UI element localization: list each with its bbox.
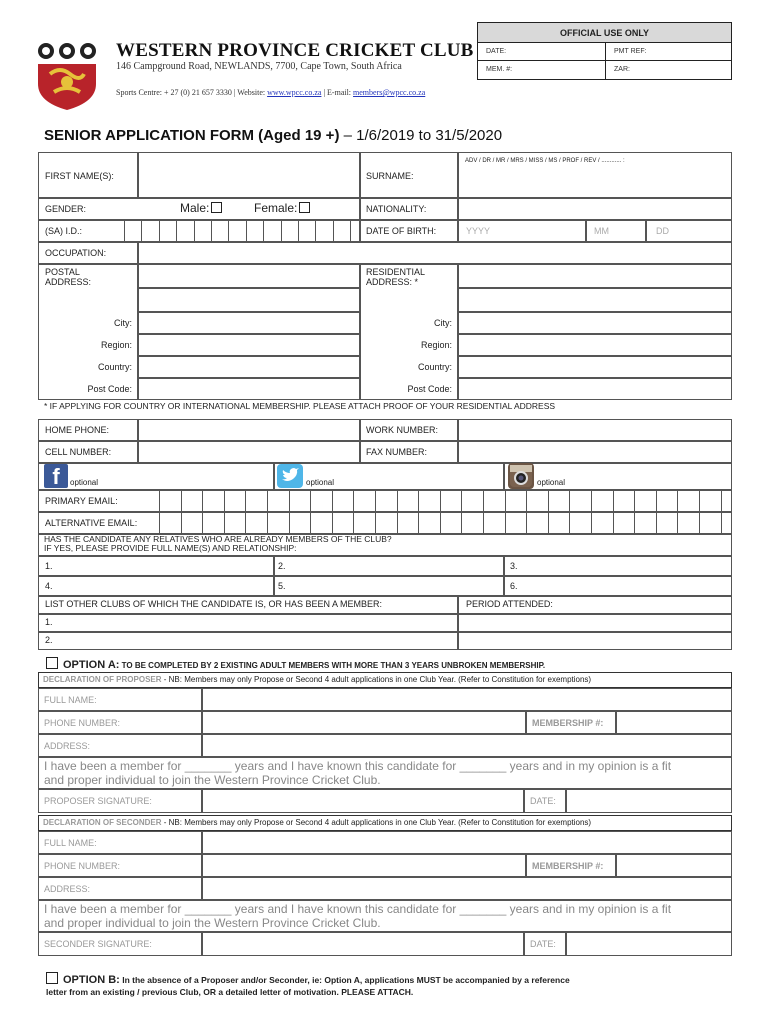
option-a-heading [46, 657, 545, 671]
relative-1-input[interactable] [38, 556, 274, 576]
proposer-signature-input[interactable] [202, 789, 524, 813]
option-b-label: OPTION B: [63, 974, 120, 986]
proposer-membership-label: MEMBERSHIP #: [532, 718, 604, 728]
office-pmt-ref-field[interactable]: PMT REF: [614, 48, 647, 55]
relatives-question-line-1: HAS THE CANDIDATE ANY RELATIVES WHO ARE ALREADY MEMBERS OF THE CLUB? [44, 534, 392, 544]
primary-email-char-box[interactable] [375, 490, 398, 512]
alt-email-char-box[interactable] [353, 512, 376, 534]
option-b-heading [46, 972, 570, 986]
postal-country-label: Country: [97, 362, 132, 372]
form-title [44, 127, 502, 144]
relative-4-input[interactable] [38, 576, 274, 596]
alt-email-char-box[interactable] [505, 512, 528, 534]
residential-country-input[interactable] [458, 356, 732, 378]
seconder-date-label: DATE: [530, 939, 556, 949]
proposer-date-input[interactable] [566, 789, 732, 813]
relative-6-number: 6. [510, 581, 518, 591]
proposer-name-label: FULL NAME: [44, 695, 97, 705]
alt-email-char-box[interactable] [634, 512, 657, 534]
gender-label: GENDER: [45, 204, 87, 214]
alt-email-char-box[interactable] [375, 512, 398, 534]
relative-1-number: 1. [45, 561, 53, 571]
alt-email-char-box[interactable] [569, 512, 592, 534]
option-b-text-line-1: In the absence of a Proposer and/or Seconder, ie: Option A, applications MUST be accompanied by a reference [119, 975, 570, 985]
postal-line-1[interactable] [138, 264, 360, 288]
primary-email-char-box[interactable] [569, 490, 592, 512]
twitter-optional: optional [306, 478, 335, 487]
other-clubs-label: LIST OTHER CLUBS OF WHICH THE CANDIDATE IS, OR HAS BEEN A MEMBER: [45, 599, 383, 609]
proposer-membership-input[interactable] [616, 711, 732, 734]
id-digit-box[interactable] [194, 220, 212, 242]
email-label: | E-mail: [321, 88, 354, 97]
club-1-period-input[interactable] [458, 614, 732, 632]
primary-email-char-box[interactable] [505, 490, 528, 512]
proposer-signature-label: PROPOSER SIGNATURE: [44, 796, 152, 806]
seconder-address-input[interactable] [202, 877, 732, 900]
club-2-period-input[interactable] [458, 632, 732, 650]
home-phone-input[interactable] [138, 419, 360, 441]
relative-3-number: 3. [510, 561, 518, 571]
postal-line-2[interactable] [138, 288, 360, 312]
primary-email-char-box[interactable] [613, 490, 636, 512]
email-link[interactable]: members@wpcc.co.za [353, 88, 426, 97]
dob-label: DATE OF BIRTH: [366, 226, 437, 236]
proposer-declaration-note: - NB: Members may only Propose or Second 4 adult applications in one Club Year. (Refer to Constitution for exemptions) [161, 675, 592, 684]
residential-city-label: City: [434, 318, 452, 328]
primary-email-char-box[interactable] [332, 490, 355, 512]
surname-label: SURNAME: [366, 171, 414, 181]
id-digit-box[interactable] [141, 220, 159, 242]
primary-email-char-box[interactable] [699, 490, 722, 512]
work-number-input[interactable] [458, 419, 732, 441]
residential-country-label: Country: [417, 362, 452, 372]
option-a-checkbox[interactable] [46, 657, 58, 669]
alt-email-char-box[interactable] [461, 512, 484, 534]
relative-2-number: 2. [278, 561, 286, 571]
alt-email-char-box[interactable] [397, 512, 420, 534]
website-link[interactable]: www.wpcc.co.za [267, 88, 322, 97]
club-1-input[interactable] [38, 614, 458, 632]
official-use-title: OFFICIAL USE ONLY [478, 23, 731, 43]
id-digit-box[interactable] [159, 220, 177, 242]
primary-email-char-box[interactable] [461, 490, 484, 512]
alt-email-char-box[interactable] [202, 512, 225, 534]
alt-email-char-box[interactable] [591, 512, 614, 534]
seconder-date-input[interactable] [566, 932, 732, 956]
primary-email-char-box[interactable] [353, 490, 376, 512]
residential-region-input[interactable] [458, 334, 732, 356]
option-b-text-line-2: letter from an existing / previous Club, OR a detailed letter of motivation. PLEASE ATTACH. [46, 987, 414, 997]
proposer-statement-line-2: and proper individual to join the Western Province Cricket Club. [44, 773, 381, 787]
female-checkbox[interactable] [299, 202, 310, 213]
postal-address-label: POSTAL ADDRESS: [45, 267, 92, 288]
primary-email-char-box[interactable] [245, 490, 268, 512]
seconder-statement [44, 902, 671, 930]
relative-2-input[interactable] [274, 556, 504, 576]
first-name-input[interactable] [138, 152, 360, 198]
female-label: Female: [254, 201, 298, 215]
seconder-membership-label: MEMBERSHIP #: [532, 861, 604, 871]
id-digit-box[interactable] [246, 220, 264, 242]
alt-email-char-box[interactable] [159, 512, 182, 534]
relative-3-input[interactable] [504, 556, 732, 576]
postal-region-label: Region: [100, 340, 132, 350]
relative-6-input[interactable] [504, 576, 732, 596]
primary-email-char-box[interactable] [548, 490, 571, 512]
proposer-address-input[interactable] [202, 734, 732, 757]
primary-email-char-box[interactable] [418, 490, 441, 512]
alt-email-char-box[interactable] [613, 512, 636, 534]
phone-website-label: Sports Centre: + 27 (0) 21 657 3330 | Website: [116, 88, 268, 97]
instagram-optional: optional [537, 478, 566, 487]
alt-email-char-box[interactable] [440, 512, 463, 534]
home-phone-label: HOME PHONE: [45, 425, 110, 435]
primary-email-char-box[interactable] [440, 490, 463, 512]
office-zar-field[interactable]: ZAR: [614, 66, 630, 73]
dob-month-placeholder: MM [594, 226, 609, 236]
title-options: ADV / DR / MR / MRS / MISS / MS / PROF / REV / ............ : [465, 158, 625, 164]
form-title-main: SENIOR APPLICATION FORM (Aged 19 +) [44, 127, 340, 144]
primary-email-char-box[interactable] [591, 490, 614, 512]
alt-email-char-box[interactable] [267, 512, 290, 534]
seconder-name-label: FULL NAME: [44, 838, 97, 848]
postal-city-label: City: [114, 318, 132, 328]
option-b-checkbox[interactable] [46, 972, 58, 984]
first-name-label: FIRST NAME(S): [45, 171, 114, 181]
relatives-question [44, 535, 392, 554]
twitter-icon [277, 464, 303, 488]
id-digit-box[interactable] [176, 220, 194, 242]
proposer-phone-input[interactable] [202, 711, 526, 734]
seconder-declaration-note: - NB: Members may only Propose or Second 4 adult applications in one Club Year. (Refer to Constitution for exemptions) [161, 818, 592, 827]
alt-email-char-box[interactable] [526, 512, 549, 534]
proposer-statement-line-1: I have been a member for _______ years and I have known this candidate for _______ years and in my opinion is a fit [44, 759, 672, 773]
proposer-declaration-bar [38, 672, 732, 688]
residential-city-input[interactable] [458, 312, 732, 334]
option-a-label: OPTION A: [63, 659, 120, 671]
male-label: Male: [180, 201, 210, 215]
occupation-label: OCCUPATION: [45, 248, 107, 258]
alt-email-char-box[interactable] [332, 512, 355, 534]
proposer-phone-label: PHONE NUMBER: [44, 718, 121, 728]
seconder-membership-input[interactable] [616, 854, 732, 877]
cell-number-label: CELL NUMBER: [45, 447, 112, 457]
club-name: WESTERN PROVINCE CRICKET CLUB [116, 40, 474, 61]
male-option[interactable] [180, 202, 222, 216]
residential-code-input[interactable] [458, 378, 732, 400]
relative-5-input[interactable] [274, 576, 504, 596]
id-digit-box[interactable] [211, 220, 229, 242]
nationality-input[interactable] [458, 198, 732, 220]
residential-line-2[interactable] [458, 288, 732, 312]
postal-code-input[interactable] [138, 378, 360, 400]
club-address: 146 Campground Road, NEWLANDS, 7700, Cape Town, South Africa [116, 61, 402, 72]
relatives-question-line-2: IF YES, PLEASE PROVIDE FULL NAME(S) AND RELATIONSHIP: [44, 543, 297, 554]
facebook-optional: optional [70, 478, 99, 487]
primary-email-char-box[interactable] [267, 490, 290, 512]
primary-email-char-box[interactable] [181, 490, 204, 512]
seconder-phone-input[interactable] [202, 854, 526, 877]
residential-line-1[interactable] [458, 264, 732, 288]
period-label: PERIOD ATTENDED: [466, 599, 553, 609]
instagram-icon [508, 463, 534, 489]
alt-email-char-box[interactable] [289, 512, 312, 534]
relative-5-number: 5. [278, 581, 286, 591]
male-checkbox[interactable] [211, 202, 222, 213]
proposer-declaration-title: DECLARATION OF PROPOSER [43, 675, 162, 684]
primary-email-label: PRIMARY EMAIL: [45, 496, 118, 506]
alt-email-char-box[interactable] [483, 512, 506, 534]
seconder-declaration-bar [38, 815, 732, 831]
alt-email-char-box[interactable] [310, 512, 333, 534]
proposer-address-label: ADDRESS: [44, 741, 91, 751]
postal-country-input[interactable] [138, 356, 360, 378]
id-digit-box[interactable] [298, 220, 316, 242]
primary-email-char-box[interactable] [526, 490, 549, 512]
id-digit-box[interactable] [281, 220, 299, 242]
fax-number-label: FAX NUMBER: [366, 447, 428, 457]
alt-email-char-box[interactable] [677, 512, 700, 534]
primary-email-char-box[interactable] [159, 490, 182, 512]
alt-email-char-box[interactable] [181, 512, 204, 534]
alt-email-char-box[interactable] [418, 512, 441, 534]
contact-line [116, 88, 425, 97]
alt-email-char-box[interactable] [656, 512, 679, 534]
proposer-statement [44, 759, 671, 787]
postal-city-input[interactable] [138, 312, 360, 334]
option-a-description: TO BE COMPLETED BY 2 EXISTING ADULT MEMBERS WITH MORE THAN 3 YEARS UNBROKEN MEMBERSHIP. [119, 661, 546, 670]
nationality-label: NATIONALITY: [366, 204, 427, 214]
seconder-declaration-title: DECLARATION OF SECONDER [43, 818, 162, 827]
id-label: (SA) I.D.: [45, 226, 83, 236]
club-1-number: 1. [45, 617, 53, 627]
international-note: * IF APPLYING FOR COUNTRY OR INTERNATIONAL MEMBERSHIP. PLEASE ATTACH PROOF OF YOUR RESIDENTIAL ADDRESS [44, 401, 556, 411]
seconder-phone-label: PHONE NUMBER: [44, 861, 121, 871]
dob-day-placeholder: DD [656, 226, 669, 236]
seconder-signature-input[interactable] [202, 932, 524, 956]
alt-email-char-box[interactable] [245, 512, 268, 534]
facebook-icon: f [44, 464, 68, 488]
club-2-input[interactable] [38, 632, 458, 650]
cell-number-input[interactable] [138, 441, 360, 463]
primary-email-char-box[interactable] [289, 490, 312, 512]
alt-email-char-box[interactable] [699, 512, 722, 534]
seconder-signature-label: SECONDER SIGNATURE: [44, 939, 152, 949]
primary-email-char-box[interactable] [656, 490, 679, 512]
fax-number-input[interactable] [458, 441, 732, 463]
seconder-statement-line-2: and proper individual to join the Western Province Cricket Club. [44, 916, 381, 930]
club-2-number: 2. [45, 635, 53, 645]
dob-year-placeholder: YYYY [466, 226, 491, 236]
postal-code-label: Post Code: [87, 384, 132, 394]
seconder-statement-line-1: I have been a member for _______ years and I have known this candidate for _______ years and in my opinion is a fit [44, 902, 672, 916]
postal-region-input[interactable] [138, 334, 360, 356]
alt-email-char-box[interactable] [224, 512, 247, 534]
primary-email-char-box[interactable] [634, 490, 657, 512]
id-digit-box[interactable] [315, 220, 333, 242]
primary-email-char-box[interactable] [397, 490, 420, 512]
proposer-date-label: DATE: [530, 796, 556, 806]
primary-email-char-box[interactable] [677, 490, 700, 512]
work-number-label: WORK NUMBER: [366, 425, 438, 435]
id-digit-box[interactable] [124, 220, 142, 242]
relative-4-number: 4. [45, 581, 53, 591]
seconder-address-label: ADDRESS: [44, 884, 91, 894]
female-option[interactable] [254, 202, 310, 216]
office-mem-field[interactable]: MEM. #: [478, 61, 606, 79]
residential-code-label: Post Code: [407, 384, 452, 394]
alt-email-char-box[interactable] [548, 512, 571, 534]
residential-address-label: RESIDENTIAL ADDRESS: * [366, 267, 426, 288]
residential-region-label: Region: [420, 340, 452, 350]
alt-email-label: ALTERNATIVE EMAIL: [45, 518, 138, 528]
occupation-input[interactable] [138, 242, 732, 264]
primary-email-char-box[interactable] [224, 490, 247, 512]
proposer-name-input[interactable] [202, 688, 732, 711]
office-date-field[interactable]: DATE: [478, 43, 606, 60]
id-digit-box[interactable] [263, 220, 281, 242]
official-use-box [477, 22, 732, 80]
id-digit-box[interactable] [333, 220, 351, 242]
seconder-name-input[interactable] [202, 831, 732, 854]
club-crest-logo [36, 40, 98, 110]
id-digit-box[interactable] [228, 220, 246, 242]
primary-email-char-box[interactable] [202, 490, 225, 512]
primary-email-char-box[interactable] [483, 490, 506, 512]
primary-email-char-box[interactable] [310, 490, 333, 512]
form-title-period: – 1/6/2019 to 31/5/2020 [339, 127, 503, 144]
